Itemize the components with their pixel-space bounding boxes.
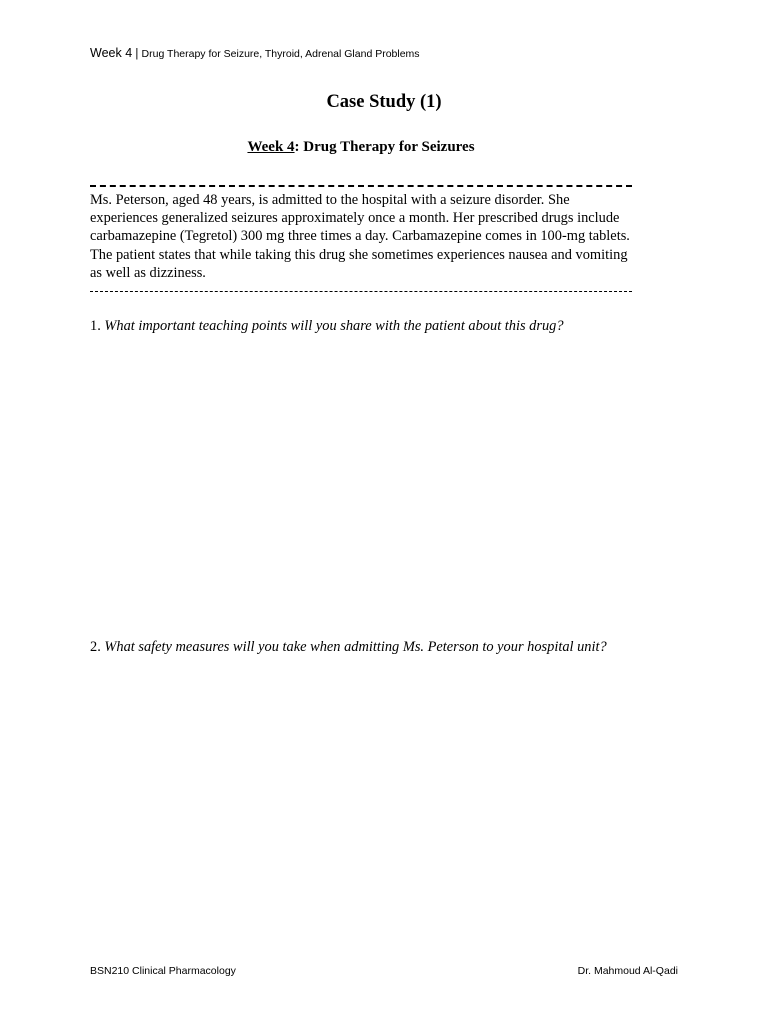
header-separator: | xyxy=(132,48,142,60)
subtitle-text: : Drug Therapy for Seizures xyxy=(294,139,475,155)
page-title: Case Study (1) xyxy=(326,92,442,112)
header-week: Week 4 xyxy=(90,46,133,60)
bottom-dashed-divider xyxy=(90,291,632,292)
footer-instructor: Dr. Mahmoud Al-Qadi xyxy=(577,965,678,977)
question-1 xyxy=(90,318,750,335)
header-topic: Drug Therapy for Seizure, Thyroid, Adrenal Gland Problems xyxy=(141,48,420,60)
page-subtitle xyxy=(0,139,722,156)
running-header xyxy=(90,46,420,60)
top-dashed-divider xyxy=(90,185,632,187)
question-2-text: What safety measures will you take when admitting Ms. Peterson to your hospital unit? xyxy=(104,639,607,655)
case-scenario-paragraph: Ms. Peterson, aged 48 years, is admitted to the hospital with a seizure disorder. She experiences generalized seizures approximately once a month. Her prescribed drugs include carbamazepine (Tegretol) 300 mg three times a day. Carbamazepine comes in 100-mg tablets. The patient states that while taking this drug she sometimes experiences nausea and vomiting as well as dizziness. xyxy=(90,192,630,281)
question-2-number: 2. xyxy=(90,639,101,655)
question-1-number: 1. xyxy=(90,318,101,334)
question-1-text: What important teaching points will you share with the patient about this drug? xyxy=(104,318,564,334)
footer-course: BSN210 Clinical Pharmacology xyxy=(90,965,236,977)
question-2 xyxy=(90,639,750,656)
subtitle-week-label: Week 4 xyxy=(247,139,295,155)
